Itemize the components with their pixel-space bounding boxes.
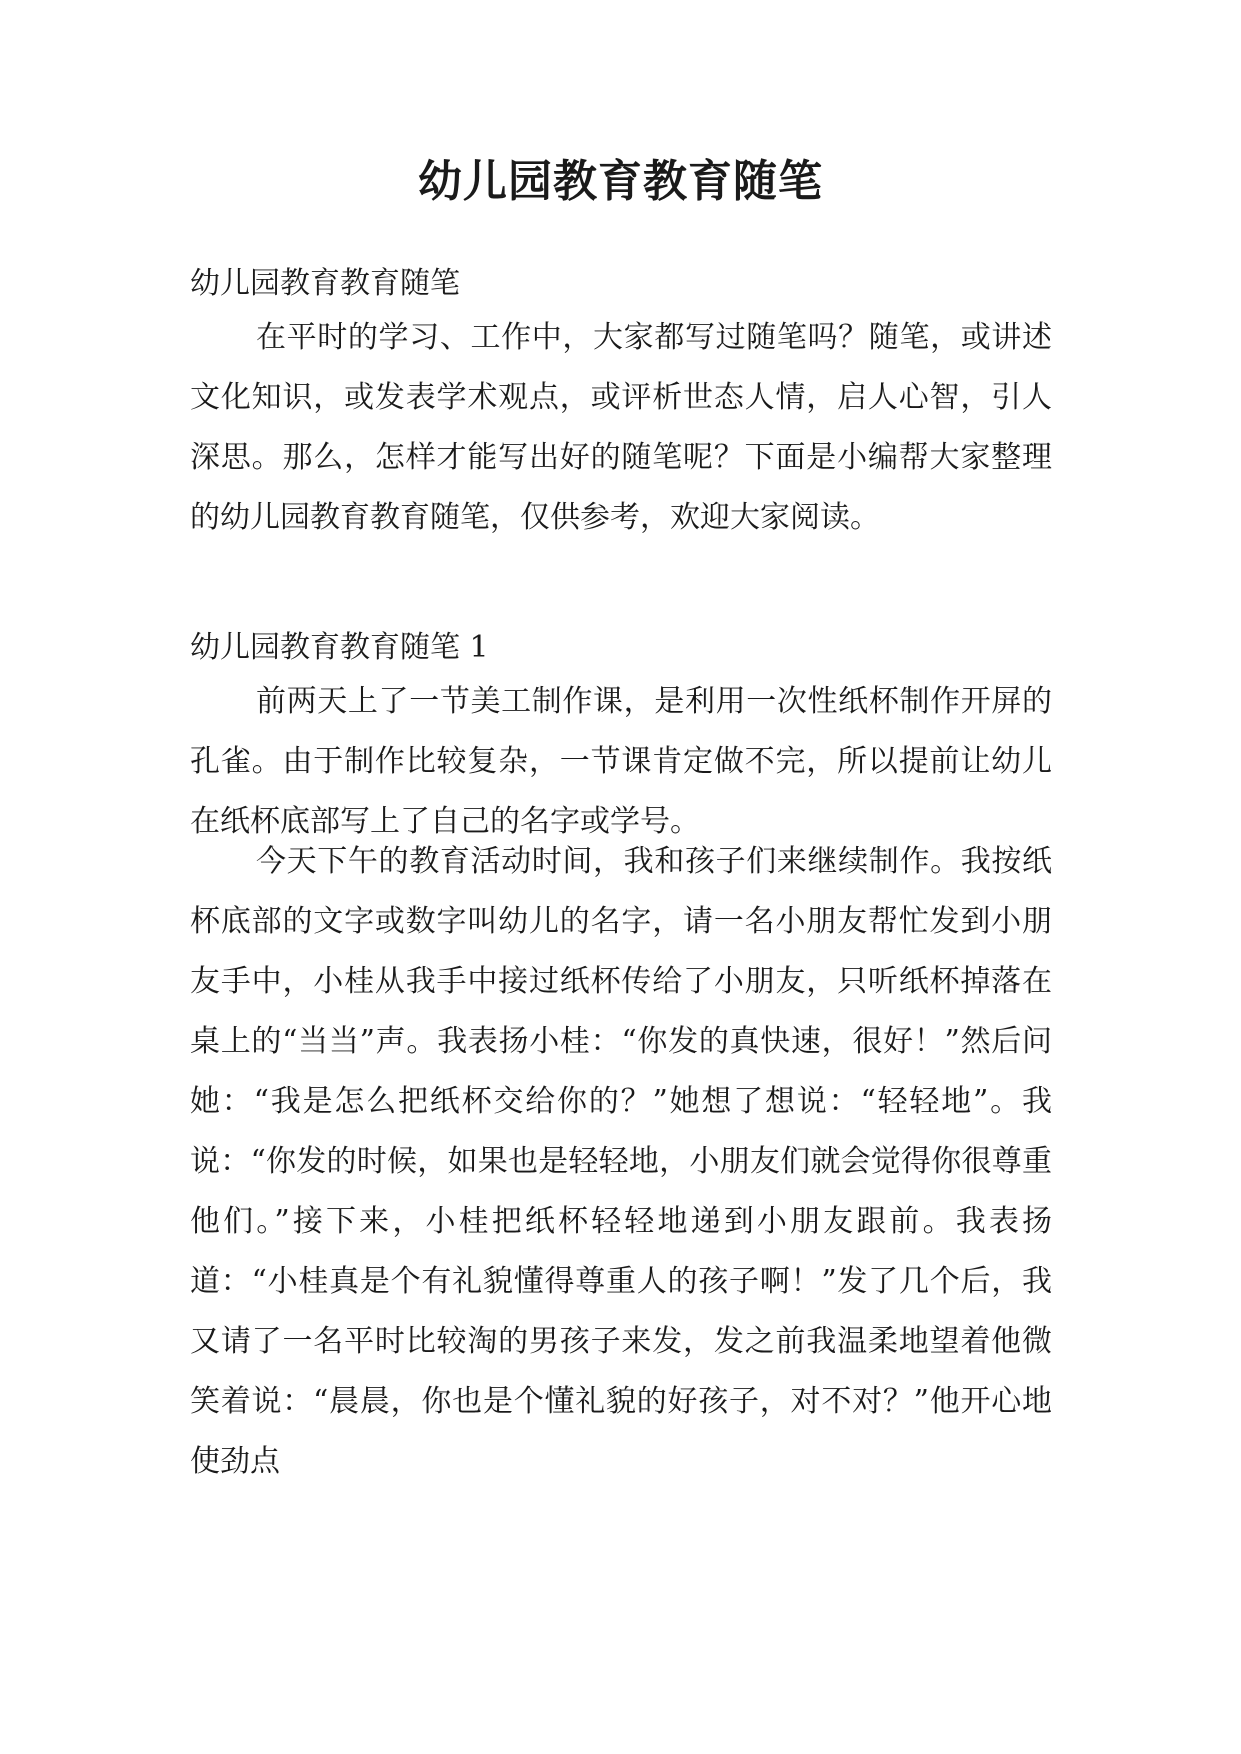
section-paragraph-1: 前两天上了一节美工制作课，是利用一次性纸杯制作开屏的孔雀。由于制作比较复杂，一节课肯定做不完，所以提前让幼儿在纸杯底部写上了自己的名字或学号。 — [190, 684, 1052, 839]
document-subtitle: 幼儿园教育教育随笔 — [190, 266, 460, 301]
section-heading: 幼儿园教育教育随笔 1 — [190, 630, 489, 665]
document-title: 幼儿园教育教育随笔 — [418, 156, 823, 207]
section-paragraph-2: 今天下午的教育活动时间，我和孩子们来继续制作。我按纸杯底部的文字或数字叫幼儿的名字，请一名小朋友帮忙发到小朋友手中，小桂从我手中接过纸杯传给了小朋友，只听纸杯掉落在桌上的“当当”声。我表扬小桂：“你发的真快速，很好！”然后问她：“我是怎么把纸杯交给你的？”她想了想说：“轻轻地”。我说：“你发的时候，如果也是轻轻地，小朋友们就会觉得你很尊重他们。”接下来，小桂把纸杯轻轻地递到小朋友跟前。我表扬道：“小桂真是个有礼貌懂得尊重人的孩子啊！”发了几个后，我又请了一名平时比较淘的男孩子来发，发之前我温柔地望着他微笑着说：“晨晨，你也是个懂礼貌的好孩子，对不对？”他开心地使劲点 — [190, 844, 1052, 1479]
intro-paragraph: 在平时的学习、工作中，大家都写过随笔吗？随笔，或讲述文化知识，或发表学术观点，或评析世态人情，启人心智，引人深思。那么，怎样才能写出好的随笔呢？下面是小编帮大家整理的幼儿园教育教育随笔，仅供参考，欢迎大家阅读。 — [190, 320, 1052, 535]
